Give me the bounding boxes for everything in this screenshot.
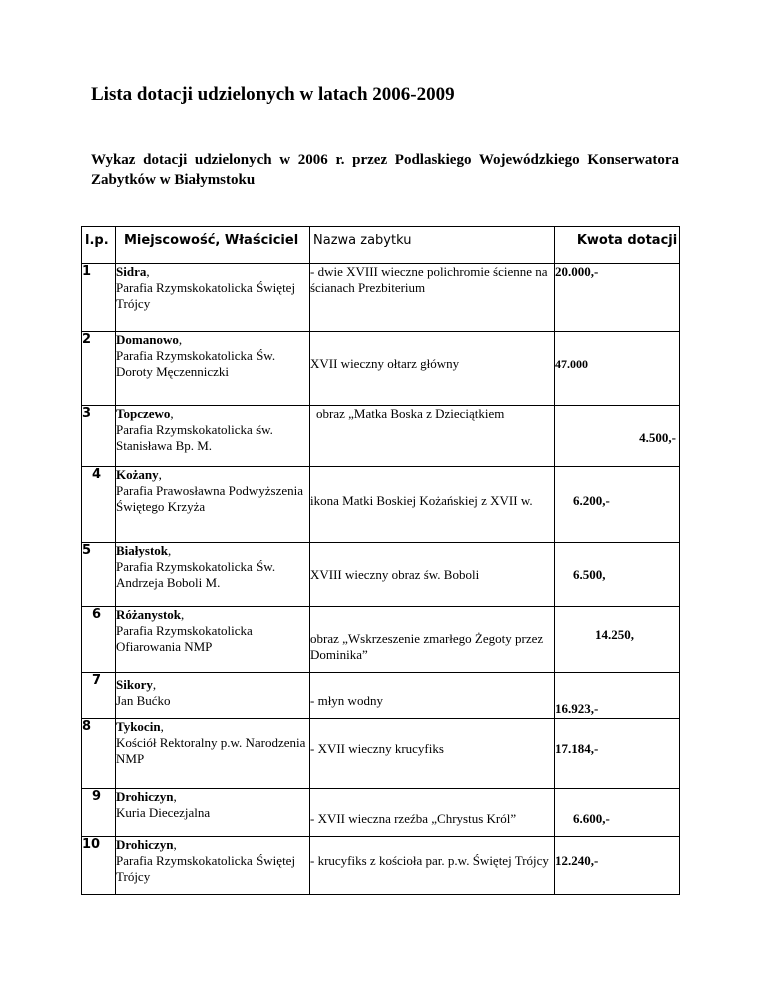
row-place: Tykocin, Kościół Rektoralny p.w. Narodzenia NMP <box>116 719 310 789</box>
row-amount: 16.923,- <box>555 673 680 719</box>
page-title: Lista dotacji udzielonych w latach 2006-2009 <box>91 84 455 105</box>
row-lp: 4 <box>82 467 116 543</box>
row-place: Topczewo, Parafia Rzymskokatolicka św. Stanisława Bp. M. <box>116 406 310 467</box>
table-row <box>82 719 680 789</box>
row-monument: obraz „Matka Boska z Dzieciątkiem <box>310 406 555 467</box>
table-row <box>82 837 680 895</box>
row-place: Sidra, Parafia Rzymskokatolicka Świętej Trójcy <box>116 264 310 332</box>
place-owner: Parafia Rzymskokatolicka św. Stanisława Bp. M. <box>116 422 273 453</box>
place-owner: Parafia Rzymskokatolicka Ofiarowania NMP <box>116 623 253 654</box>
row-place: Domanowo, Parafia Rzymskokatolicka Św. Doroty Męczenniczki <box>116 332 310 406</box>
row-lp: 5 <box>82 543 116 607</box>
place-owner: Parafia Rzymskokatolicka Św. Andrzeja Boboli M. <box>116 559 276 590</box>
row-amount: 12.240,- <box>555 837 680 895</box>
place-name: Białystok <box>116 543 169 558</box>
place-name: Sidra <box>116 264 147 279</box>
row-monument: - dwie XVIII wieczne polichromie ścienne na ścianach Prezbiterium <box>310 264 555 332</box>
page-subtitle: Wykaz dotacji udzielonych w 2006 r. przez Podlaskiego Wojewódzkiego Konserwatora Zabytków w Białymstoku <box>91 152 679 188</box>
grants-table <box>81 226 680 895</box>
place-name: Drohiczyn <box>116 837 174 852</box>
row-monument: ikona Matki Boskiej Kożańskiej z XVII w. <box>310 467 555 543</box>
row-amount: 6.600,- <box>555 789 680 837</box>
place-owner: Parafia Rzymskokatolicka Świętej Trójcy <box>116 853 296 884</box>
header-amount: Kwota dotacji <box>555 227 680 264</box>
row-monument: - młyn wodny <box>310 673 555 719</box>
row-lp: 1 <box>82 264 116 332</box>
place-owner: Jan Bućko <box>116 693 171 708</box>
row-lp: 6 <box>82 607 116 673</box>
row-lp: 3 <box>82 406 116 467</box>
place-owner: Kuria Diecezjalna <box>116 805 211 820</box>
row-lp: 8 <box>82 719 116 789</box>
table-row <box>82 543 680 607</box>
table-row <box>82 264 680 332</box>
header-monument: Nazwa zabytku <box>310 227 555 264</box>
place-name: Kożany <box>116 467 159 482</box>
row-place: Różanystok, Parafia Rzymskokatolicka Ofiarowania NMP <box>116 607 310 673</box>
row-lp: 7 <box>82 673 116 719</box>
place-owner: Parafia Rzymskokatolicka Św. Doroty Męczenniczki <box>116 348 276 379</box>
table-row <box>82 673 680 719</box>
row-monument: - XVII wieczny krucyfiks <box>310 719 555 789</box>
table-row <box>82 607 680 673</box>
row-lp: 10 <box>82 837 116 895</box>
table-row <box>82 467 680 543</box>
row-amount: 14.250, <box>555 607 680 673</box>
row-amount: 6.500, <box>555 543 680 607</box>
row-lp: 9 <box>82 789 116 837</box>
row-place: Drohiczyn, Parafia Rzymskokatolicka Świętej Trójcy <box>116 837 310 895</box>
row-monument: XVII wieczny ołtarz główny <box>310 332 555 406</box>
row-amount: 20.000,- <box>555 264 680 332</box>
row-amount: 17.184,- <box>555 719 680 789</box>
header-lp: l.p. <box>82 227 116 264</box>
place-name: Sikory <box>116 677 153 692</box>
row-place: Sikory, Jan Bućko <box>116 673 310 719</box>
place-name: Drohiczyn <box>116 789 174 804</box>
table-row <box>82 332 680 406</box>
header-place: Miejscowość, Właściciel <box>116 227 310 264</box>
row-place: Kożany, Parafia Prawosławna Podwyższenia Świętego Krzyża <box>116 467 310 543</box>
place-name: Różanystok <box>116 607 182 622</box>
row-place: Białystok, Parafia Rzymskokatolicka Św. Andrzeja Boboli M. <box>116 543 310 607</box>
place-owner: Kościół Rektoralny p.w. Narodzenia NMP <box>116 735 306 766</box>
table-row <box>82 789 680 837</box>
row-amount: 4.500,- <box>555 406 680 467</box>
place-name: Topczewo <box>116 406 171 421</box>
row-monument: obraz „Wskrzeszenie zmarłego Żegoty przez Dominika” <box>310 607 555 673</box>
row-place: Drohiczyn, Kuria Diecezjalna <box>116 789 310 837</box>
table-row <box>82 406 680 467</box>
place-owner: Parafia Rzymskokatolicka Świętej Trójcy <box>116 280 296 311</box>
row-monument: - XVII wieczna rzeźba „Chrystus Król” <box>310 789 555 837</box>
row-lp: 2 <box>82 332 116 406</box>
place-owner: Parafia Prawosławna Podwyższenia Świętego Krzyża <box>116 483 303 514</box>
row-amount: 6.200,- <box>555 467 680 543</box>
row-monument: XVIII wieczny obraz św. Boboli <box>310 543 555 607</box>
row-monument: - krucyfiks z kościoła par. p.w. Świętej Trójcy <box>310 837 555 895</box>
place-name: Tykocin <box>116 719 161 734</box>
row-amount: 47.000 <box>555 332 680 406</box>
place-name: Domanowo <box>116 332 179 347</box>
table-header-row <box>82 227 680 264</box>
